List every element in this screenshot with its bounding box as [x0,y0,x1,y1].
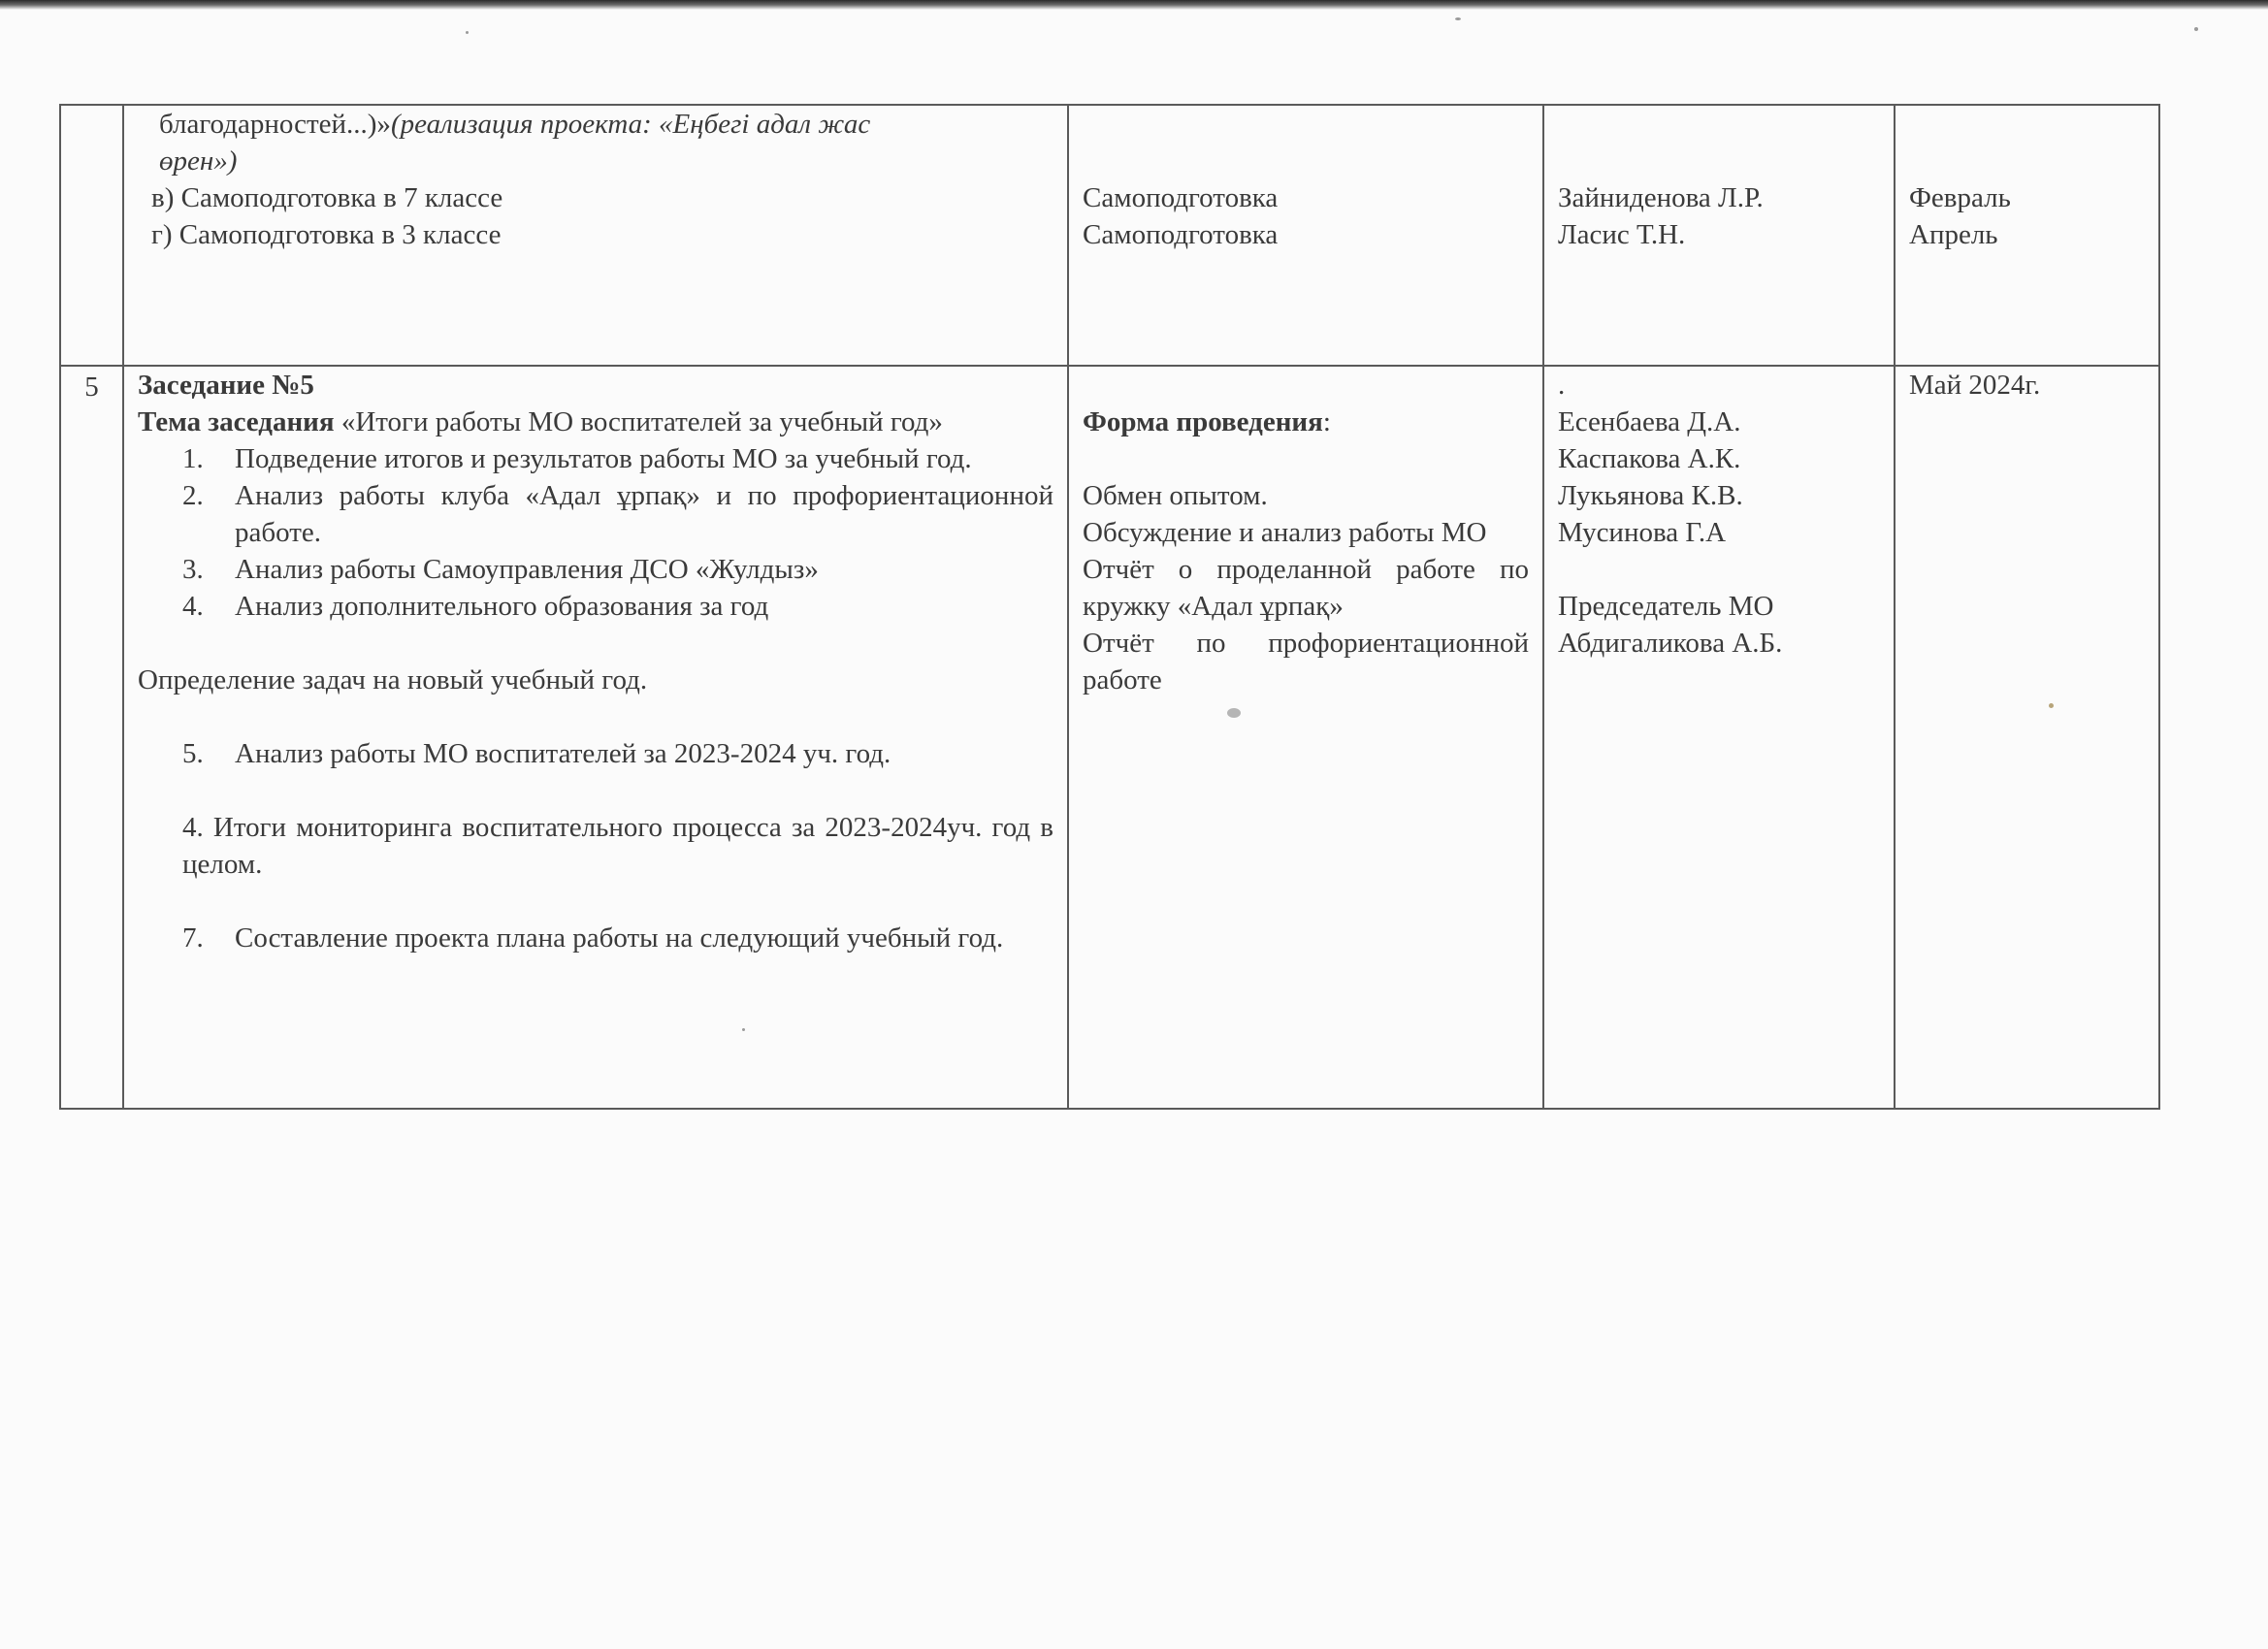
form-label-colon: : [1322,406,1331,437]
form-item: Обмен опытом. [1083,480,1268,511]
form-item: Отчёт о проделанной работе по кружку «Адал ұрпақ» [1083,554,1529,622]
topic-cell [123,105,1068,366]
list-item-text: Анализ работы клуба «Адал ұрпақ» и по профориентационной работе. [235,480,1053,548]
table-row [60,366,2159,1109]
chair-name: Абдигаликова А.Б. [1558,628,1783,659]
list-item [138,920,1053,956]
topic-continuation [138,106,1053,143]
scan-speck [1455,17,1461,20]
list-item [138,588,1053,625]
date-value: Февраль [1909,182,2011,213]
list-item [138,440,1053,477]
form-item: Самоподготовка [1083,182,1279,213]
form-item: Обсуждение и анализ работы МО [1083,517,1487,548]
row-number [61,106,122,108]
theme-text: «Итоги работы МО воспитателей за учебный год» [340,406,943,437]
chair-title: Председатель МО [1558,591,1774,622]
row-number-cell [60,105,123,366]
topic-project-note-end: өрен») [159,146,238,177]
list-item-number: 5. [182,738,204,769]
topic-item-g: г) Самоподготовка в 3 классе [151,219,502,250]
responsible-name: Зайниденова Л.Р. [1558,182,1764,213]
theme-label: Тема заседания [138,406,335,437]
work-plan-table [59,104,2160,1110]
responsible-dot: . [1558,370,1566,401]
form-label: Форма проведения [1083,406,1323,437]
form-heading [1083,404,1529,440]
responsible-name: Каспакова А.К. [1558,443,1741,474]
date-cell [1895,105,2159,366]
topic-item-v: в) Самоподготовка в 7 классе [151,182,503,213]
agenda-list [138,440,1053,625]
responsible-name: Лукьянова К.В. [1558,480,1743,511]
responsible-cell [1543,366,1895,1109]
meeting-theme [138,404,1053,440]
date-value: Май 2024г. [1909,370,2041,401]
agenda-list-continued [138,735,1053,772]
list-item-number: 3. [182,554,204,585]
row-number: 5 [84,372,99,403]
list-item-text: Анализ дополнительного образования за год [235,591,769,622]
table-row [60,105,2159,366]
form-cell [1068,105,1543,366]
agenda-list-final [138,920,1053,956]
topic-text: благодарностей...)» [159,109,391,140]
list-item-text: Анализ работы Самоуправления ДСО «Жулдыз» [235,554,819,585]
list-item-text: Составление проекта плана работы на следующий учебный год. [235,922,1004,954]
tasks-text: Определение задач на новый учебный год. [138,664,648,695]
responsible-name: Мусинова Г.А [1558,517,1727,548]
date-value: Апрель [1909,219,1998,250]
scan-top-edge [0,0,2268,10]
form-item: Самоподготовка [1083,219,1279,250]
date-cell [1895,366,2159,1109]
list-item [138,551,1053,588]
topic-project-note: (реализация проекта: «Еңбегі адал жас [390,109,871,140]
list-item-number: 2. [182,480,204,511]
scan-speck [2194,27,2198,31]
row-number-cell [60,366,123,1109]
list-item-number: 4. [182,591,204,622]
form-cell [1068,366,1543,1109]
list-item-text: Анализ работы МО воспитателей за 2023-2024 уч. год. [235,738,891,769]
list-item-text: Подведение итогов и результатов работы МО за учебный год. [235,443,972,474]
list-item-number: 7. [182,922,204,954]
responsible-name: Ласис Т.Н. [1558,219,1686,250]
topic-cell [123,366,1068,1109]
list-item [138,735,1053,772]
monitoring-item: 4. Итоги мониторинга воспитательного процесса за 2023-2024уч. год в целом. [182,812,1053,880]
responsible-name: Есенбаева Д.А. [1558,406,1741,437]
form-item: Отчёт по профориентационной работе [1083,628,1529,695]
scan-speck [466,31,469,34]
list-item [138,477,1053,551]
list-item-number: 1. [182,443,204,474]
responsible-cell [1543,105,1895,366]
meeting-heading: Заседание №5 [138,370,314,401]
